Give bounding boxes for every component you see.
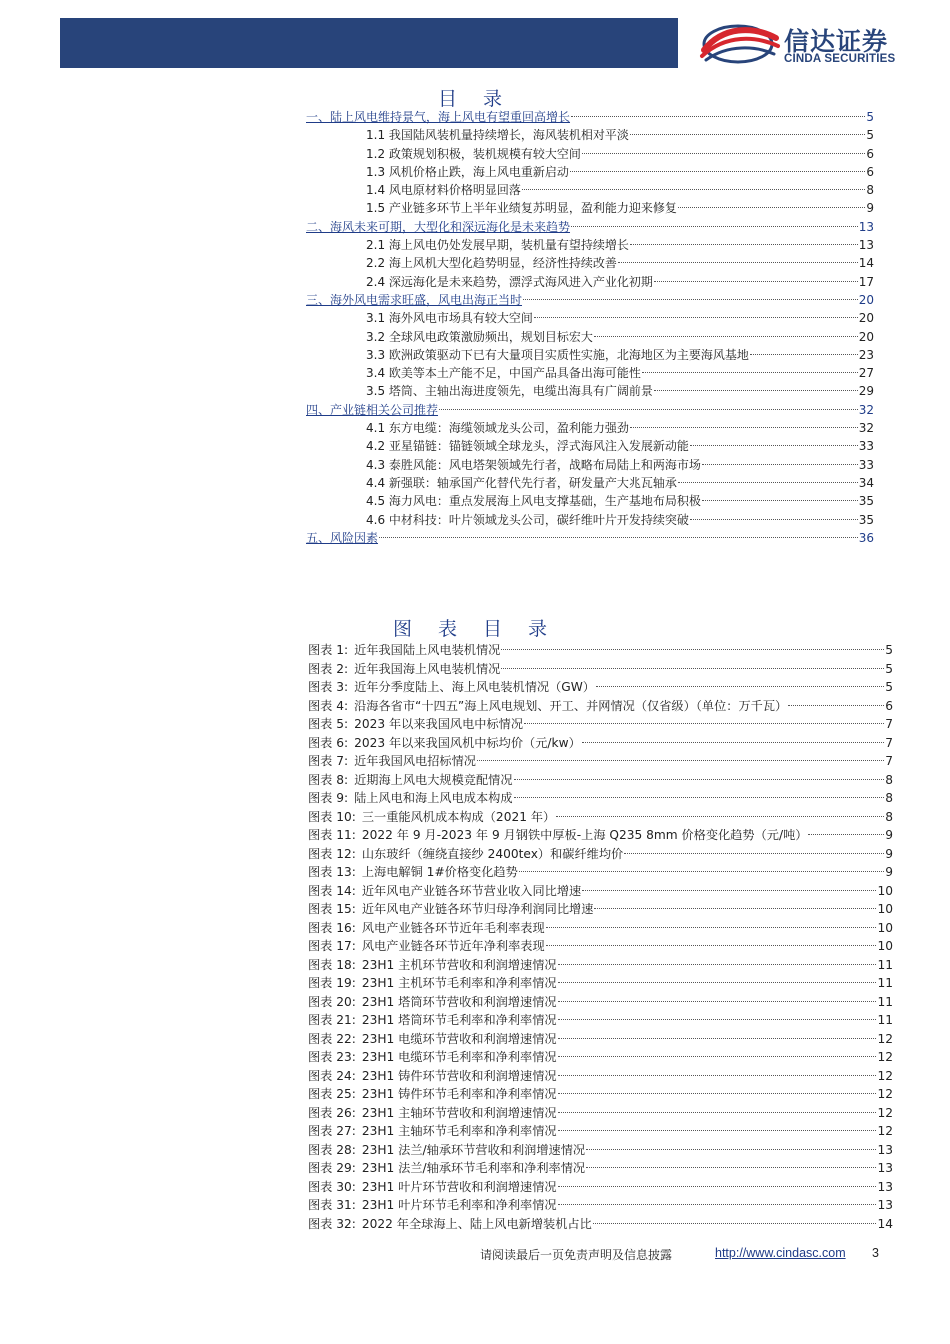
figure-title: 23H1 铸件环节营收和利润增速情况 [361, 1068, 557, 1083]
figure-entry[interactable] [308, 771, 893, 790]
figure-page: 14 [877, 1216, 893, 1231]
figure-leader-dots [558, 1130, 877, 1131]
figure-label: 图表 1: [308, 643, 349, 657]
figure-label: 图表 28: [308, 1142, 356, 1157]
toc-entry-title: 2.1 海上风电仍处发展早期，装机量有望持续增长 [366, 238, 629, 253]
figure-entry[interactable] [308, 715, 893, 734]
figure-list [308, 641, 893, 1234]
figure-entry[interactable] [308, 863, 893, 882]
figure-entry[interactable] [308, 697, 893, 716]
figure-entry[interactable] [308, 1159, 893, 1178]
figure-page: 12 [877, 1031, 893, 1046]
figure-title: 近期海上风电大规模竞配情况 [354, 772, 513, 787]
toc-chapter-entry[interactable] [306, 529, 874, 547]
figure-title: 2023 年以来我国风电中标情况 [354, 717, 524, 732]
toc-entry-title: 4.1 东方电缆：海缆领域龙头公司，盈利能力强劲 [366, 421, 629, 436]
toc-entry-page: 20 [858, 329, 874, 344]
figure-label: 图表 20: [308, 994, 356, 1009]
toc-entry-title: 三、海外风电需求旺盛，风电出海正当时 [306, 292, 523, 307]
toc-entry-page: 6 [866, 164, 874, 179]
figure-title: 近年分季度陆上、海上风电装机情况（GW） [354, 680, 595, 695]
toc-section-entry[interactable] [306, 437, 874, 455]
toc-leader-dots [571, 226, 858, 227]
toc-chapter-entry[interactable] [306, 401, 874, 419]
figure-title: 23H1 主轴环节毛利率和净利率情况 [361, 1124, 557, 1139]
toc-entry-page: 34 [858, 475, 874, 490]
toc-entry-title: 2.4 深远海化是未来趋势，漂浮式海风进入产业化初期 [366, 274, 653, 289]
figure-title: 23H1 电缆环节毛利率和净利率情况 [361, 1050, 557, 1065]
figure-leader-dots [558, 1001, 877, 1002]
figure-page: 10 [877, 883, 893, 898]
figure-page: 9 [885, 846, 893, 861]
toc-section-entry[interactable] [306, 328, 874, 346]
figure-entry[interactable] [308, 1048, 893, 1067]
figure-page: 12 [877, 1105, 893, 1120]
toc-entry-title: 4.6 中材科技：叶片领域龙头公司，碳纤维叶片开发持续突破 [366, 512, 689, 527]
figure-leader-dots [558, 1112, 877, 1113]
figure-title: 近年风电产业链各环节归母净利润同比增速 [361, 902, 594, 917]
toc-leader-dots [534, 317, 858, 318]
figure-leader-dots [477, 760, 884, 761]
figure-title: 风电产业链各环节近年毛利率表现 [361, 920, 545, 935]
toc-leader-dots [654, 390, 858, 391]
figure-label: 图表 30: [308, 1179, 356, 1194]
toc-section-entry[interactable] [306, 364, 874, 382]
figure-entry[interactable] [308, 974, 893, 993]
figure-label: 图表 14: [308, 883, 356, 898]
toc-leader-dots [678, 207, 865, 208]
figure-leader-dots [514, 779, 885, 780]
toc-leader-dots [690, 445, 858, 446]
figure-label: 图表 25: [308, 1087, 356, 1102]
toc-entry-page: 20 [858, 292, 874, 307]
toc-entry-page: 6 [866, 146, 874, 161]
toc-leader-dots [630, 427, 858, 428]
figure-label: 图表 17: [308, 939, 356, 954]
figure-leader-dots [556, 816, 884, 817]
figure-label: 图表 8: [308, 772, 349, 787]
toc-section-entry[interactable] [306, 492, 874, 510]
toc-chapter-entry[interactable] [306, 291, 874, 309]
toc-entry-page: 33 [858, 457, 874, 472]
figure-leader-dots [514, 797, 885, 798]
toc-leader-dots [630, 134, 865, 135]
figure-entry[interactable] [308, 752, 893, 771]
toc-entry-title: 3.1 海外风电市场具有较大空间 [366, 311, 533, 326]
toc-section-entry[interactable] [306, 456, 874, 474]
toc-leader-dots [678, 482, 858, 483]
footer-url-link[interactable]: http://www.cindasc.com [715, 1246, 846, 1260]
figure-page: 5 [885, 661, 893, 676]
toc-leader-dots [654, 281, 858, 282]
figure-label: 图表 9: [308, 791, 349, 806]
figure-leader-dots [558, 1019, 877, 1020]
figure-leader-dots [593, 1223, 877, 1224]
figure-page: 13 [877, 1198, 893, 1213]
figure-title: 近年风电产业链各环节营业收入同比增速 [361, 883, 582, 898]
toc-leader-dots [571, 116, 865, 117]
figure-label: 图表 27: [308, 1124, 356, 1139]
figure-title: 陆上风电和海上风电成本构成 [354, 791, 513, 806]
figure-label: 图表 24: [308, 1068, 356, 1083]
figure-page: 10 [877, 902, 893, 917]
header-bar [60, 18, 678, 68]
figure-leader-dots [582, 742, 884, 743]
figure-leader-dots [808, 834, 884, 835]
figure-title: 23H1 主机环节毛利率和净利率情况 [361, 976, 557, 991]
toc-entry-title: 1.3 风机价格止跌，海上风电重新启动 [366, 164, 569, 179]
figure-leader-dots [788, 705, 884, 706]
figure-label: 图表 7: [308, 754, 349, 769]
figure-leader-dots [582, 890, 876, 891]
toc-section-entry[interactable] [306, 419, 874, 437]
toc-section-entry[interactable] [306, 181, 874, 199]
toc-entry-title: 4.5 海力风电：重点发展海上风电支撑基础，生产基地布局积极 [366, 494, 701, 509]
figure-title: 23H1 法兰/轴承环节毛利率和净利率情况 [361, 1161, 586, 1176]
page-footer [0, 1246, 950, 1266]
toc-section-entry[interactable] [306, 511, 874, 529]
figure-page: 12 [877, 1050, 893, 1065]
figure-title: 近年我国海上风电装机情况 [354, 661, 501, 676]
page-number: 3 [872, 1246, 879, 1260]
figure-title: 23H1 塔筒环节营收和利润增速情况 [361, 994, 557, 1009]
figure-title: 23H1 叶片环节毛利率和净利率情况 [361, 1198, 557, 1213]
cinda-logo-mark [698, 20, 782, 68]
figure-entry[interactable] [308, 1196, 893, 1215]
figure-entry[interactable] [308, 845, 893, 864]
figure-page: 12 [877, 1068, 893, 1083]
toc-section-entry[interactable] [306, 474, 874, 492]
toc-entry-title: 4.3 泰胜风能：风电塔架领域先行者，战略布局陆上和两海市场 [366, 457, 701, 472]
figure-page: 13 [877, 1179, 893, 1194]
figure-leader-dots [524, 723, 884, 724]
figure-entry[interactable] [308, 1104, 893, 1123]
figure-label: 图表 29: [308, 1161, 356, 1176]
toc-entry-title: 3.4 欧美等本土产能不足，中国产品具备出海可能性 [366, 366, 641, 381]
figure-leader-dots [558, 1186, 877, 1187]
toc-entry-page: 29 [858, 384, 874, 399]
figure-entry[interactable] [308, 919, 893, 938]
toc-title: 目 录 [437, 88, 513, 110]
toc-entry-page: 32 [858, 402, 874, 417]
figure-label: 图表 26: [308, 1105, 356, 1120]
toc-leader-dots [702, 464, 858, 465]
toc-entry-page: 5 [866, 110, 874, 124]
figure-title: 23H1 主机环节营收和利润增速情况 [361, 957, 557, 972]
figure-entry[interactable] [308, 993, 893, 1012]
toc-entry-title: 2.2 海上风机大型化趋势明显，经济性持续改善 [366, 256, 617, 271]
toc-section-entry[interactable] [306, 199, 874, 217]
figure-label: 图表 13: [308, 865, 356, 880]
figure-title: 近年我国风电招标情况 [354, 754, 476, 769]
toc-entry-page: 32 [858, 421, 874, 436]
figure-entry[interactable] [308, 789, 893, 808]
figure-title: 23H1 法兰/轴承环节营收和利润增速情况 [361, 1142, 586, 1157]
figure-label: 图表 6: [308, 735, 349, 750]
figure-leader-dots [558, 982, 877, 983]
toc-entry-page: 35 [858, 512, 874, 527]
figure-title: 山东玻纤（缠绕直接纱 2400tex）和碳纤维均价 [361, 846, 624, 861]
figure-page: 11 [877, 957, 893, 972]
figure-leader-dots [501, 649, 884, 650]
toc-leader-dots [690, 519, 858, 520]
figure-title: 23H1 塔筒环节毛利率和净利率情况 [361, 1013, 557, 1028]
figure-entry[interactable] [308, 734, 893, 753]
figure-label: 图表 12: [308, 846, 356, 861]
figure-label: 图表 4: [308, 698, 349, 713]
figure-page: 12 [877, 1124, 893, 1139]
figure-entry[interactable] [308, 882, 893, 901]
figure-label: 图表 3: [308, 680, 349, 695]
toc-leader-dots [439, 409, 858, 410]
toc-entry-page: 20 [858, 311, 874, 326]
toc-entry-page: 33 [858, 439, 874, 454]
figure-leader-dots [501, 668, 884, 669]
toc-leader-dots [582, 153, 865, 154]
figure-label: 图表 22: [308, 1031, 356, 1046]
figure-title: 三一重能风机成本构成（2021 年） [361, 809, 556, 824]
figure-page: 13 [877, 1161, 893, 1176]
figure-page: 6 [885, 698, 893, 713]
toc-leader-dots [523, 299, 858, 300]
figure-entry[interactable] [308, 641, 893, 660]
figure-entry[interactable] [308, 1067, 893, 1086]
toc-section-entry[interactable] [306, 273, 874, 291]
figure-entry[interactable] [308, 1215, 893, 1234]
toc-entry-title: 1.1 我国陆风装机量持续增长，海风装机相对平淡 [366, 128, 629, 143]
toc-leader-dots [630, 244, 858, 245]
figure-entry[interactable] [308, 956, 893, 975]
figure-label: 图表 11: [308, 828, 356, 843]
figure-entry[interactable] [308, 1030, 893, 1049]
figure-entry[interactable] [308, 937, 893, 956]
figure-page: 5 [885, 643, 893, 657]
figure-page: 12 [877, 1087, 893, 1102]
footer-disclaimer: 请阅读最后一页免责声明及信息披露 [480, 1248, 673, 1262]
toc-entry-title: 一、陆上风电维持景气，海上风电有望重回高增长 [306, 110, 571, 124]
toc-entry-title: 四、产业链相关公司推荐 [306, 402, 439, 417]
figure-page: 7 [885, 754, 893, 769]
figure-entry[interactable] [308, 1141, 893, 1160]
figure-leader-dots [558, 1075, 877, 1076]
figure-page: 10 [877, 920, 893, 935]
figure-title: 23H1 电缆环节营收和利润增速情况 [361, 1031, 557, 1046]
toc-leader-dots [642, 372, 858, 373]
toc-entry-page: 13 [858, 238, 874, 253]
toc-leader-dots [750, 354, 858, 355]
figure-leader-dots [558, 1093, 877, 1094]
figure-leader-dots [624, 853, 884, 854]
figure-page: 10 [877, 939, 893, 954]
figure-entry[interactable] [308, 900, 893, 919]
toc-section-entry[interactable] [306, 145, 874, 163]
figure-page: 13 [877, 1142, 893, 1157]
figure-label: 图表 21: [308, 1013, 356, 1028]
toc-leader-dots [570, 171, 865, 172]
figure-title: 风电产业链各环节近年净利率表现 [361, 939, 545, 954]
toc-leader-dots [594, 336, 858, 337]
figure-leader-dots [558, 1056, 877, 1057]
figure-entry[interactable] [308, 1122, 893, 1141]
figure-label: 图表 31: [308, 1198, 356, 1213]
toc-entry-title: 3.2 全球风电政策激励频出，规划目标宏大 [366, 329, 593, 344]
toc-entry-page: 36 [858, 530, 874, 545]
figure-label: 图表 19: [308, 976, 356, 991]
figure-page: 8 [885, 772, 893, 787]
figure-title: 23H1 主轴环节营收和利润增速情况 [361, 1105, 557, 1120]
figure-leader-dots [546, 927, 877, 928]
cinda-logo [698, 20, 928, 68]
figure-entry[interactable] [308, 660, 893, 679]
figure-leader-dots [558, 1038, 877, 1039]
figure-page: 7 [885, 717, 893, 732]
figure-entry[interactable] [308, 678, 893, 697]
toc-leader-dots [618, 262, 858, 263]
toc-entry-page: 35 [858, 494, 874, 509]
figure-page: 11 [877, 1013, 893, 1028]
toc-entry-title: 4.2 亚星锚链：锚链领域全球龙头，浮式海风注入发展新动能 [366, 439, 689, 454]
toc-entry-page: 27 [858, 366, 874, 381]
figures-title: 图 表 目 录 [392, 618, 558, 640]
toc-entry-page: 5 [866, 128, 874, 143]
figure-entry[interactable] [308, 1178, 893, 1197]
toc-chapter-entry[interactable] [306, 108, 874, 126]
toc-entry-page: 23 [858, 347, 874, 362]
toc-entry-title: 3.5 塔筒、主轴出海进度领先，电缆出海具有广阔前景 [366, 384, 653, 399]
figure-leader-dots [594, 908, 876, 909]
figure-title: 2022 年 9 月-2023 年 9 月钢铁中厚板-上海 Q235 8mm 价格变化趋势（元/吨） [361, 828, 808, 843]
figure-page: 11 [877, 976, 893, 991]
figure-label: 图表 32: [308, 1216, 356, 1231]
figure-page: 5 [885, 680, 893, 695]
toc-entry-title: 二、海风未来可期，大型化和深远海化是未来趋势 [306, 219, 571, 234]
figure-label: 图表 16: [308, 920, 356, 935]
figure-title: 上海电解铜 1#价格变化趋势 [361, 865, 518, 880]
figure-leader-dots [586, 1149, 876, 1150]
toc-entry-page: 8 [866, 183, 874, 198]
toc-entry-title: 4.4 新强联：轴承国产化替代先行者，研发量产大兆瓦轴承 [366, 475, 677, 490]
figure-page: 7 [885, 735, 893, 750]
logo-english-name: CINDA SECURITIES [784, 53, 896, 65]
figure-entry[interactable] [308, 826, 893, 845]
figure-page: 8 [885, 809, 893, 824]
figure-page: 9 [885, 828, 893, 843]
toc-entry-title: 3.3 欧洲政策驱动下已有大量项目实质性实施，北海地区为主要海风基地 [366, 347, 749, 362]
figure-label: 图表 10: [308, 809, 356, 824]
logo-chinese-name: 信达证券 [784, 27, 889, 56]
figure-label: 图表 23: [308, 1050, 356, 1065]
figure-page: 8 [885, 791, 893, 806]
table-of-contents [306, 108, 874, 547]
toc-leader-dots [379, 537, 858, 538]
toc-entry-title: 1.4 风电原材料价格明显回落 [366, 183, 521, 198]
figure-title: 2022 年全球海上、陆上风电新增装机占比 [361, 1216, 592, 1231]
figure-leader-dots [519, 871, 884, 872]
figure-label: 图表 2: [308, 661, 349, 676]
figure-page: 9 [885, 865, 893, 880]
figure-leader-dots [596, 686, 884, 687]
figure-label: 图表 15: [308, 902, 356, 917]
figure-leader-dots [558, 964, 877, 965]
toc-section-entry[interactable] [306, 382, 874, 400]
figure-title: 23H1 铸件环节毛利率和净利率情况 [361, 1087, 557, 1102]
toc-leader-dots [522, 189, 865, 190]
figure-entry[interactable] [308, 1085, 893, 1104]
toc-section-entry[interactable] [306, 254, 874, 272]
toc-entry-page: 14 [858, 256, 874, 271]
figure-label: 图表 5: [308, 717, 349, 732]
toc-entry-title: 1.5 产业链多环节上半年业绩复苏明显，盈利能力迎来修复 [366, 201, 677, 216]
toc-section-entry[interactable] [306, 346, 874, 364]
toc-chapter-entry[interactable] [306, 218, 874, 236]
toc-entry-page: 9 [866, 201, 874, 216]
figure-leader-dots [558, 1204, 877, 1205]
figure-label: 图表 18: [308, 957, 356, 972]
toc-entry-page: 13 [858, 219, 874, 234]
figure-title: 2023 年以来我国风机中标均价（元/kw） [354, 735, 581, 750]
toc-section-entry[interactable] [306, 236, 874, 254]
figure-entry[interactable] [308, 1011, 893, 1030]
toc-section-entry[interactable] [306, 126, 874, 144]
toc-leader-dots [702, 500, 858, 501]
toc-entry-title: 五、风险因素 [306, 530, 379, 545]
figure-title: 沿海各省市“十四五”海上风电规划、开工、并网情况（仅省级）（单位：万千瓦） [354, 698, 788, 713]
toc-section-entry[interactable] [306, 163, 874, 181]
toc-section-entry[interactable] [306, 309, 874, 327]
figure-page: 11 [877, 994, 893, 1009]
figure-title: 23H1 叶片环节营收和利润增速情况 [361, 1179, 557, 1194]
figure-title: 近年我国陆上风电装机情况 [354, 643, 501, 657]
figure-entry[interactable] [308, 808, 893, 827]
toc-entry-title: 1.2 政策规划积极，装机规模有较大空间 [366, 146, 581, 161]
figure-leader-dots [586, 1167, 876, 1168]
figure-leader-dots [546, 945, 877, 946]
toc-entry-page: 17 [858, 274, 874, 289]
